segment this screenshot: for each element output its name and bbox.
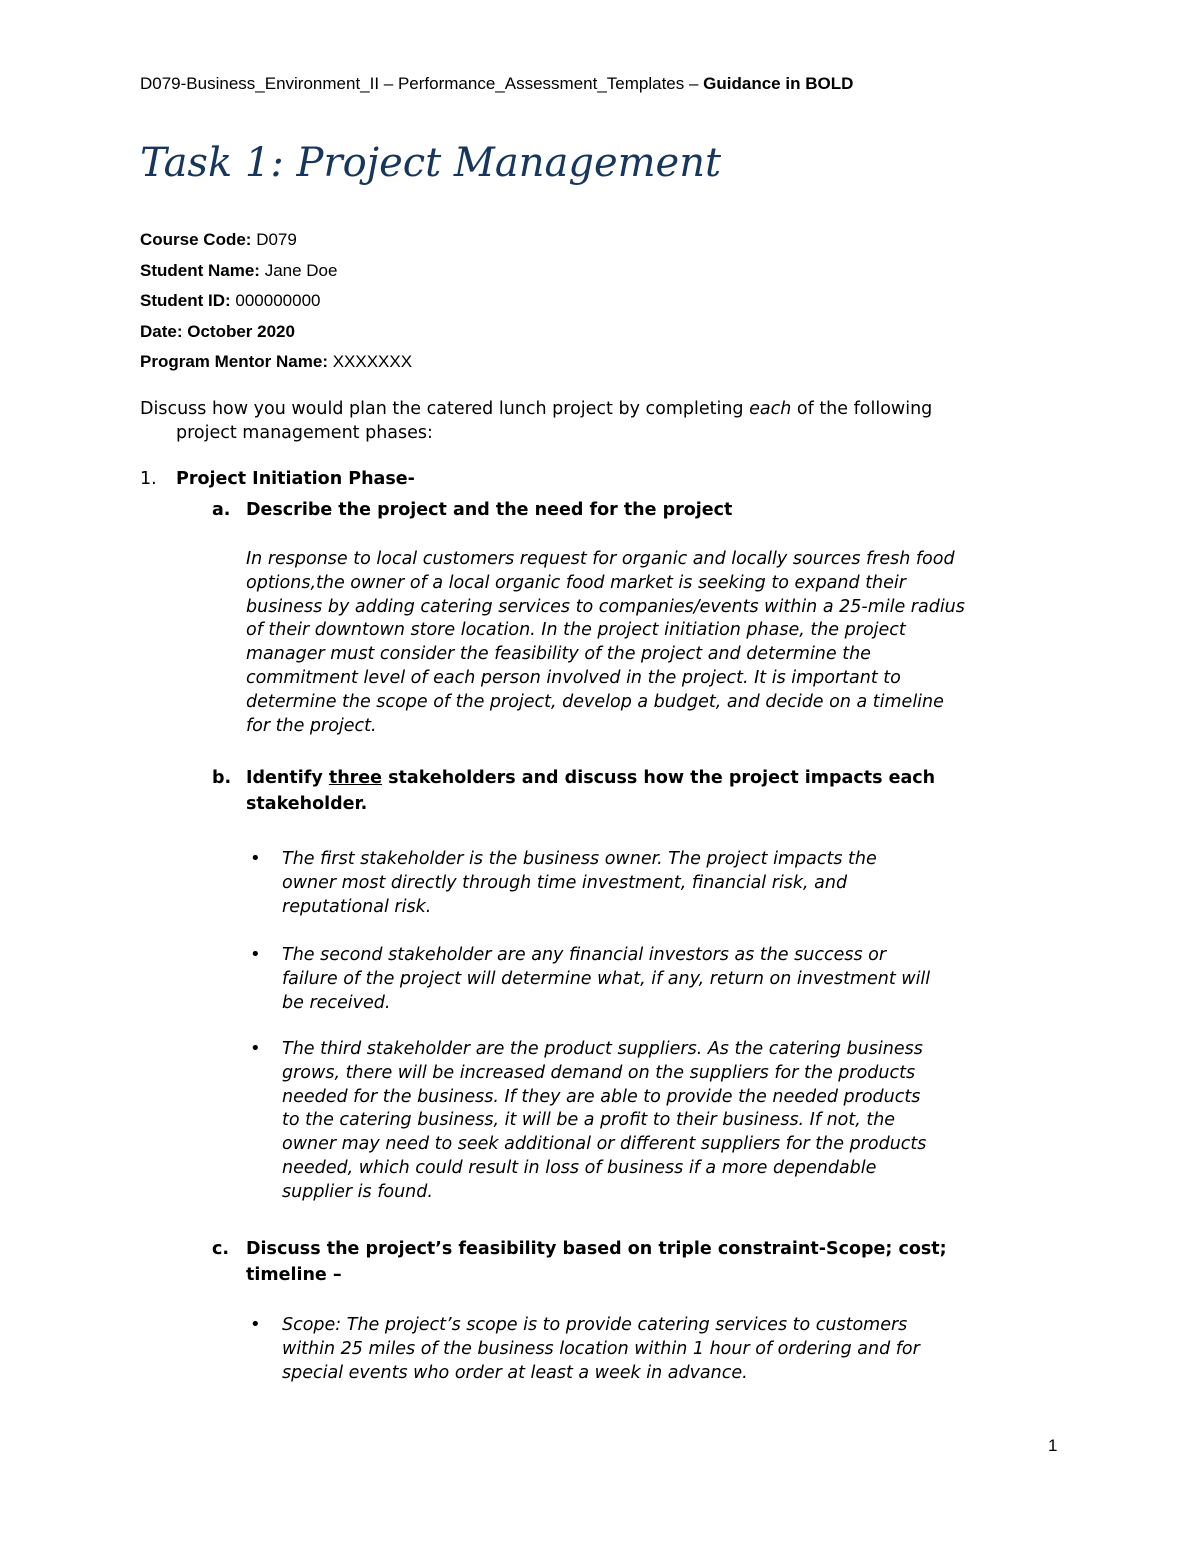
subheading-a: [212, 497, 1072, 523]
text-line: grows, there will be increased demand on the suppliers for the products: [282, 1062, 916, 1083]
student-id-row: [140, 286, 412, 317]
subheading-c-line-1: [212, 1236, 1072, 1262]
text-line: special events who order at least a week in advance.: [282, 1362, 748, 1383]
text-line: commitment level of each person involved in the project. It is important to: [246, 667, 901, 688]
student-name-row: [140, 256, 412, 287]
subheading-title: Discuss the project’s feasibility based on triple constraint-Scope; cost;: [246, 1239, 947, 1259]
subheading-title: Identify: [246, 768, 329, 788]
text-line: manager must consider the feasibility of the project and determine the: [246, 644, 871, 665]
student-name-label: Student Name:: [140, 260, 265, 280]
page-header: [140, 74, 853, 94]
stakeholder-bullet-2: [250, 944, 1062, 1015]
text-line: be received.: [282, 992, 391, 1013]
date-label: Date:: [140, 321, 188, 341]
intro-emphasis: each: [749, 399, 792, 419]
intro-line-1: [140, 397, 1060, 421]
student-id-value: 000000000: [235, 291, 321, 310]
bullet-dot-icon: •: [250, 1038, 261, 1059]
subheading-b-line-2: stakeholder.: [246, 794, 368, 814]
intro-paragraph: [140, 397, 1060, 445]
text-line: determine the scope of the project, develop a budget, and decide on a timeline: [246, 691, 944, 712]
subheading-letter: c.: [212, 1239, 230, 1259]
text-line: owner most directly through time investment, financial risk, and: [282, 872, 848, 893]
text-line: In response to local customers request for organic and locally sources fresh food: [246, 549, 955, 569]
mentor-value: XXXXXXX: [332, 352, 413, 371]
page-number: 1: [1048, 1436, 1058, 1455]
text-line: The third stakeholder are the product suppliers. As the catering business: [282, 1039, 923, 1059]
bullet-dot-icon: •: [250, 944, 261, 965]
subheading-title-end: stakeholders and discuss how the project impacts each: [382, 768, 936, 788]
student-id-label: Student ID:: [140, 291, 236, 310]
text-line: Scope: The project’s scope is to provide catering services to customers: [282, 1315, 908, 1335]
text-line: needed, which could result in loss of business if a more dependable: [282, 1157, 877, 1178]
subheading-c-line-2: timeline –: [246, 1265, 342, 1285]
text-line: The first stakeholder is the business owner. The project impacts the: [282, 849, 877, 869]
bullet-dot-icon: •: [250, 848, 261, 869]
course-code-value: D079: [256, 230, 297, 249]
text-line: of their downtown store location. In the project initiation phase, the project: [246, 620, 906, 641]
header-guidance: Guidance in BOLD: [703, 74, 854, 93]
student-name-value: Jane Doe: [264, 260, 338, 280]
text-line: options,the owner of a local organic food market is seeking to expand their: [246, 572, 906, 593]
student-info: [140, 225, 412, 378]
subheading-b: [212, 765, 1072, 817]
subheading-b-line-1: [212, 765, 1072, 791]
stakeholder-bullet-3: [250, 1038, 1062, 1205]
mentor-row: [140, 347, 412, 378]
subheading-c: [212, 1236, 1072, 1288]
subheading-underlined: three: [328, 768, 383, 788]
subheading-letter: a.: [212, 500, 231, 520]
header-text: D079-Business_Environment_II – Performance_Assessment_Templates –: [140, 74, 704, 93]
text-line: reputational risk.: [282, 896, 432, 917]
subheading-title: Describe the project and the need for the project: [246, 500, 733, 520]
text-line: owner may need to seek additional or different suppliers for the products: [282, 1134, 927, 1155]
course-code-label: Course Code:: [140, 230, 257, 249]
paragraph-a: [246, 548, 1066, 738]
intro-text-end: of the following: [791, 399, 933, 419]
text-line: business by adding catering services to companies/events within a 25-mile radius: [246, 596, 965, 617]
section-number: 1.: [140, 469, 157, 489]
section-heading-1: [140, 469, 415, 489]
text-line: The second stakeholder are any financial investors as the success or: [282, 945, 887, 965]
text-line: supplier is found.: [282, 1181, 433, 1202]
course-code-row: [140, 225, 412, 256]
scope-bullet: [250, 1314, 1062, 1385]
text-line: within 25 miles of the business location within 1 hour of ordering and for: [282, 1338, 920, 1359]
date-value: October 2020: [187, 321, 295, 341]
stakeholder-bullet-1: [250, 848, 1062, 919]
text-line: failure of the project will determine what, if any, return on investment will: [282, 968, 931, 989]
bullet-dot-icon: •: [250, 1314, 261, 1335]
section-title: Project Initiation Phase-: [176, 469, 415, 489]
subheading-letter: b.: [212, 768, 232, 788]
date-row: [140, 317, 412, 348]
text-line: for the project.: [246, 715, 377, 736]
page-title: Task 1: Project Management: [140, 140, 722, 186]
mentor-label: Program Mentor Name:: [140, 352, 333, 371]
intro-line-2: project management phases:: [176, 423, 433, 443]
intro-text: Discuss how you would plan the catered lunch project by completing: [140, 399, 750, 419]
text-line: to the catering business, it will be a profit to their business. If not, the: [282, 1110, 896, 1131]
text-line: needed for the business. If they are able to provide the needed products: [282, 1086, 921, 1107]
